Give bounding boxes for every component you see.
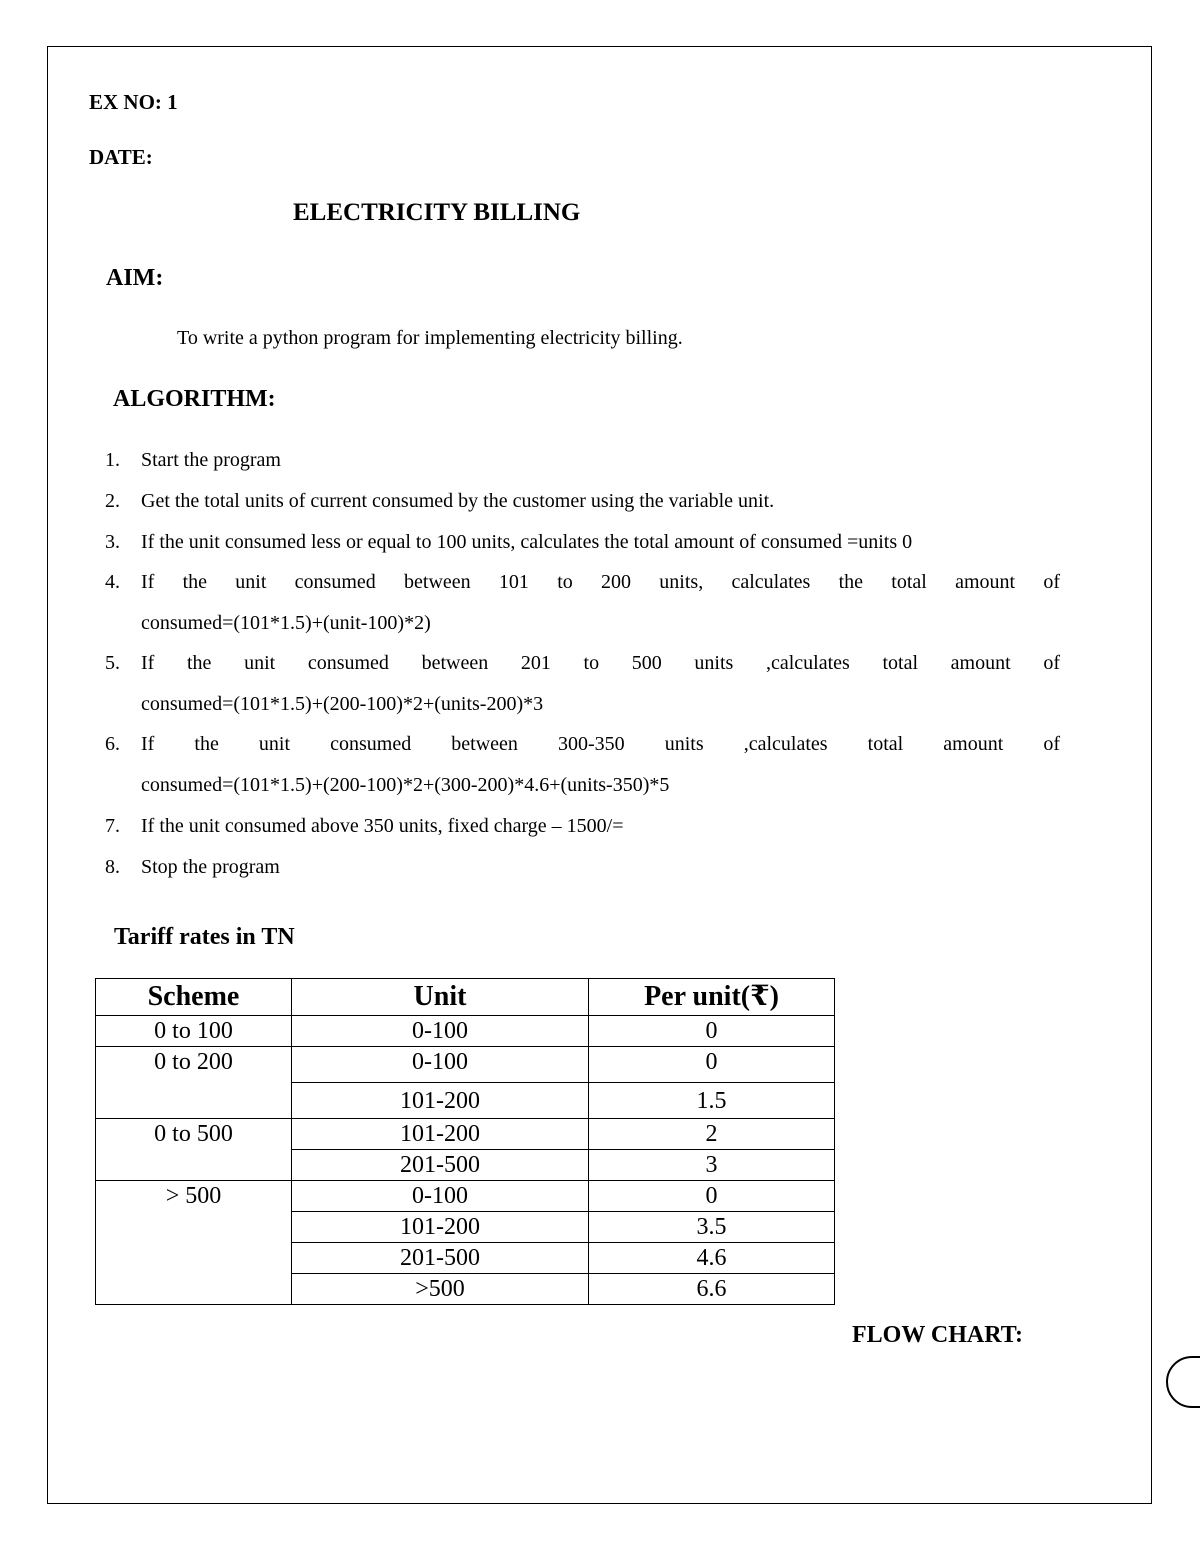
rate-cell: 0: [589, 1181, 835, 1212]
aim-heading: AIM:: [106, 265, 164, 291]
rate-cell: 4.6: [589, 1243, 835, 1274]
scheme-cell: 0 to 500: [96, 1119, 292, 1181]
tariff-heading: Tariff rates in TN: [114, 924, 295, 950]
step-number: 5.: [105, 652, 120, 674]
unit-cell: 101-200: [292, 1119, 589, 1150]
flowchart-heading: FLOW CHART:: [852, 1322, 1023, 1348]
step-text: If the unit consumed above 350 units, fixed charge – 1500/=: [141, 815, 624, 837]
unit-cell: 101-200: [292, 1212, 589, 1243]
rate-cell: 0: [589, 1016, 835, 1047]
column-header-per-unit: Per unit(₹): [589, 979, 835, 1016]
step-text: Start the program: [141, 449, 281, 471]
algorithm-step: [105, 724, 1060, 806]
page-title: ELECTRICITY BILLING: [293, 199, 581, 226]
tariff-table: [95, 978, 835, 1305]
step-text-line-2: consumed=(101*1.5)+(unit-100)*2): [141, 612, 431, 634]
column-header-unit: Unit: [292, 979, 589, 1016]
unit-cell: 0-100: [292, 1016, 589, 1047]
aim-text: To write a python program for implementing electricity billing.: [177, 327, 683, 349]
table-row: [96, 1047, 835, 1083]
ex-no: EX NO: 1: [89, 90, 178, 114]
step-number: 3.: [105, 531, 120, 553]
flowchart-start-terminal: [1166, 1356, 1200, 1408]
algorithm-step: [105, 522, 1060, 563]
algorithm-step: [105, 806, 1060, 847]
step-text: Stop the program: [141, 856, 280, 878]
step-number: 7.: [105, 815, 120, 837]
step-number: 2.: [105, 490, 120, 512]
algorithm-step: [105, 481, 1060, 522]
column-header-scheme: Scheme: [96, 979, 292, 1016]
rate-cell: 2: [589, 1119, 835, 1150]
unit-cell: 101-200: [292, 1083, 589, 1119]
rate-cell: 0: [589, 1047, 835, 1083]
rate-cell: 3.5: [589, 1212, 835, 1243]
scheme-cell: > 500: [96, 1181, 292, 1305]
table-header-row: [96, 979, 835, 1016]
step-number: 1.: [105, 449, 120, 471]
scheme-cell: 0 to 200: [96, 1047, 292, 1119]
rate-cell: 3: [589, 1150, 835, 1181]
step-text-line-2: consumed=(101*1.5)+(200-100)*2+(300-200)*4.6+(units-350)*5: [141, 774, 670, 796]
step-number: 8.: [105, 856, 120, 878]
rate-cell: 6.6: [589, 1274, 835, 1305]
date-label: DATE:: [89, 145, 153, 169]
step-text: Get the total units of current consumed by the customer using the variable unit.: [141, 490, 775, 512]
algorithm-step: [105, 440, 1060, 481]
table-row: [96, 1181, 835, 1212]
rate-cell: 1.5: [589, 1083, 835, 1119]
step-text: If the unit consumed less or equal to 100 units, calculates the total amount of consumed =units 0: [141, 531, 913, 553]
table-row: [96, 1119, 835, 1150]
step-number: 6.: [105, 733, 120, 755]
unit-cell: 201-500: [292, 1243, 589, 1274]
step-text-line-1: If the unit consumed between 201 to 500 units ,calculates total amount of: [141, 652, 1060, 674]
step-text-line-1: If the unit consumed between 101 to 200 units, calculates the total amount of: [141, 571, 1060, 593]
algorithm-step: [105, 643, 1060, 725]
unit-cell: 0-100: [292, 1181, 589, 1212]
algorithm-step: [105, 847, 1060, 888]
unit-cell: 0-100: [292, 1047, 589, 1083]
algorithm-heading: ALGORITHM:: [113, 386, 276, 412]
step-text-line-2: consumed=(101*1.5)+(200-100)*2+(units-200)*3: [141, 693, 544, 715]
step-text-line-1: If the unit consumed between 300-350 units ,calculates total amount of: [141, 733, 1060, 755]
unit-cell: 201-500: [292, 1150, 589, 1181]
algorithm-step: [105, 562, 1060, 644]
step-number: 4.: [105, 571, 120, 593]
scheme-cell: 0 to 100: [96, 1016, 292, 1047]
table-row: [96, 1016, 835, 1047]
unit-cell: >500: [292, 1274, 589, 1305]
